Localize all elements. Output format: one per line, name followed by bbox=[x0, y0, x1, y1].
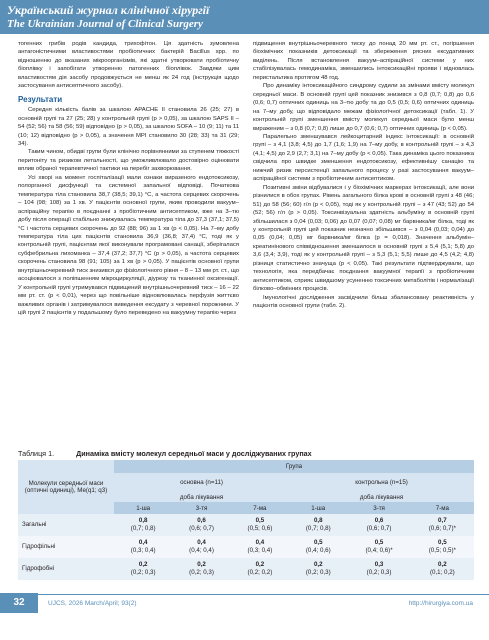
paragraph: Про динаміку інтоксикаційного синдрому судили за змінами вмісту молекул середньої маси. В основній групі цей показник знизився з 0,8 (0,7; 0,8) до 0,6 (0,6; 0,7) оптичних одиниць на 3–тю добу та до 0,5 (0,5; 0,6) оптичних одиниць на 7–му добу, що відповідало межам фізіологічної детоксикації (табл. 1). У контрольній групі зменшення вмісту молекул середньої маси було менш вираженим – з 0,8 (0,7; 0,8) лише до 0,7 (0,6; 0,7) оптичних одиниць (p < 0,05). bbox=[253, 83, 474, 132]
table-cell: 0,6 (0,6; 0,7) bbox=[347, 514, 410, 536]
table-row bbox=[18, 558, 474, 580]
table-cell: 0,6 (0,6; 0,7) bbox=[172, 514, 230, 536]
table-cell: 0,3 (0,2; 0,3) bbox=[347, 558, 410, 580]
article-body bbox=[18, 40, 474, 440]
table-number: Таблиця 1. bbox=[18, 449, 55, 458]
table-day-col: 7-ма bbox=[411, 502, 474, 514]
table-main-group-header: основна (n=11) bbox=[114, 473, 289, 492]
table-cell: 0,2 (0,2; 0,2) bbox=[231, 558, 289, 580]
paragraph: Імунологічні дослідження засвідчили більш збалансовану реактивність у пацієнтів основної групи (табл. 2). bbox=[253, 294, 474, 310]
table-row-header-label: Молекули середньої маси (оптичні одиниці), Me(q1; q3) bbox=[18, 460, 114, 514]
table-cell: 0,4 (0,3; 0,4) bbox=[231, 536, 289, 558]
table-cell: 0,5 (0,4; 0,6) bbox=[289, 536, 347, 558]
table-cell: 0,4 (0,4; 0,4) bbox=[172, 536, 230, 558]
paragraph: Позитивні зміни відбувалися і у біохімічних маркерах інтоксикації, але вони різнилися в обох групах. Рівень загального білка крові в основній групі з 48 (46; 51) до 58 (56; 60) г/л (p < 0,05), тоді як у контрольній групі – з 47 (43; 52) до 54 (52; 56) г/л (p > 0,05). Токсинвізуальна здатність альбуміну в основній групі збільшилася з 0,04 (0,03; 0,06) до 0,07 (0,07; 0,08) мг барвника/мг білка, тоді як у контрольній групі цей показник незначно збільшився – з 0,04 (0,03; 0,04) до 0,05 (0,04; 0,05) мг барвника/мг білка (p = 0,018). Значення альбумін–креатинінового співвідношення зменшилося в основній групі з 5,4 (5,1; 5,8) до 3,6 (3,4; 3,9), тоді як у контрольній групі – з 5,3 (5,1; 5,5) лише до 4,5 (4,2; 4,8) різниця статистично значуща (p < 0,05). Такі результати підтверджували, що технологія, яка передбачає поєднання вакуумної терапії з пробіотичним антисептиком, сприяє швидшому усуненню токсичних метаболітів і нормалізації білково–обмінних процесів. bbox=[253, 184, 474, 293]
table-title: Динаміка вмісту молекул середньої маси у досліджуваних групах bbox=[76, 449, 312, 458]
right-column bbox=[253, 40, 474, 440]
table-control-group-header: контрольна (n=15) bbox=[289, 473, 474, 492]
table-day-col: 7-ма bbox=[231, 502, 289, 514]
table-row-label: Загальні bbox=[18, 514, 114, 536]
table-row-label: Гідрофільні bbox=[18, 536, 114, 558]
table-caption bbox=[18, 449, 312, 458]
journal-title-ua: Український журнал клінічної хірургії bbox=[7, 3, 210, 17]
footer-divider bbox=[0, 594, 489, 595]
table-day-col: 1-ша bbox=[289, 502, 347, 514]
table-cell: 0,2 (0,2; 0,3) bbox=[114, 558, 172, 580]
paragraph: Середня кількість балів за шкалою APACHE II становила 26 (25; 27) в основній групі та 27 (25; 28) у контрольній групі (p > 0,05), за шкалою SAPS II – 54 (52; 56) та 58 (56; 59) відповідно (p > 0,05), за шкалою SOFA – 10 (9; 11) та 11 (10; 12) відповідно (p > 0,05), а значення MPI становило 30 (28; 33) та 31 (29; 34). bbox=[18, 107, 239, 147]
table-group-header: Група bbox=[114, 460, 474, 473]
table-cell: 0,2 (0,1; 0,2) bbox=[411, 558, 474, 580]
page-number: 32 bbox=[0, 593, 38, 613]
table-cell: 0,5 (0,4; 0,6)* bbox=[347, 536, 410, 558]
paragraph: Усі хворі на момент госпіталізації мали ознаки виразеного ендотоксикозу, полорганної дисфункції та системної запальної відповіді. Початкова температура тіла становила 38,7 (38,5; 39,1) °С, а частота серцевих скорочень – 104 (98; 108) за 1 хв. У пацієнтів основної групи, яким проводили вакуум–аспіраційну терапію в поєднанні з пробіотичним антисептиком, вже на 3–тю добу після операції стабільно знижувалась температура тіла до 37,3 (37,1; 37,5) °С і частота серцевих скорочень до 92 (88; 96) за 1 хв (p < 0,05). На 7–му добу температура тіла цих пацієнтів становила 36,9 (36,8; 37,4) °С, тоді як у контрольній групі, пацієнтам якої виконували програмовані санації, зберігалася субфебрильна лихоманка – 37,4 (37,2; 37,7) °С (p > 0,05), а частота серцевих скорочень становила 98 (91; 105) за 1 хв (p > 0,05). У пацієнтів основної групи внутрішньочеревний тиск знизився до фізіологічного рівня – 8 – 13 мм рт. ст., що асоціювалося з поліпшенням мікроциркуляції, діурезу та тканинної оксигенації. У контрольній групі утримувався підвищений внутрішньочеревний тиск – 16 – 22 мм рт. ст. (p < 0,01), через що повільніше відновлювалась перфузія життєво важливих органів і затримувалося виведення ексудату з черевної порожнини. У цій групі 2 пацієнтів у подальшому було переведено на вакуумну терапію через bbox=[18, 174, 239, 317]
left-column bbox=[18, 40, 239, 440]
table-cell: 0,5 (0,5; 0,5)* bbox=[411, 536, 474, 558]
paragraph: підвищення внутрішньочеревного тиску до понад 20 мм рт. ст., погіршення біохімічних показників детоксикації та збереження рясних ексудативних виділень. Після встановлення вакуум–аспіраційної системи у них стабілізувалась гемодинаміка, зменшились інтоксикаційні прояви і відновлась перистальтика протягом 48 год. bbox=[253, 41, 474, 81]
table-cell: 0,5 (0,5; 0,6) bbox=[231, 514, 289, 536]
table-row-label: Гідрофобні bbox=[18, 558, 114, 580]
table-day-col: 3-тя bbox=[347, 502, 410, 514]
data-table bbox=[18, 460, 474, 580]
table-day-col: 1-ша bbox=[114, 502, 172, 514]
paragraph: Паралельно зменшувався лейкоцитарний індекс інтоксикації: в основній групі – з 4,1 (3,8; 4,5) до 1,7 (1,6; 1,9) на 7–му добу, в контрольній групі – з 4,3 (4,1; 4,5) до 2,9 (2,7; 3,1) на 7–му добу (p < 0,05). Така динаміка цього показника свідчила про швидке зменшення ендотоксикозу, ефективнішу санацію та нижчий ризик персистенції запального процесу у разі застосування вакуум–аспіраційної системи з пробіотичним антисептиком. bbox=[253, 133, 474, 183]
table-cell: 0,8 (0,7; 0,8) bbox=[289, 514, 347, 536]
paragraph: тогенних грибів родів кандида, трихофітон. Ця здатність зумовлена антагоністичними властивостями пробіотичних бактерій Bacillus spp. по відношенню до вказаних мікроорганізмів, які здатні утворювати пробіотичну біоплівку і запобігати утворенню патогенних біоплівок. Завдяки цим властивостям дія засобу продовжується не менш як 24 год (інструкція щодо застосування антисептичного засобу). bbox=[18, 41, 239, 90]
journal-title-en: The Ukrainian Journal of Clinical Surgery bbox=[7, 18, 203, 30]
section-heading-results: Результати bbox=[18, 94, 63, 104]
journal-website-link[interactable]: http://hirurgiya.com.ua bbox=[408, 600, 473, 607]
paragraph: Таким чином, обидві групи були клінічно порівнянними за ступенем тяжкості перитоніту та ризиком летальності, що уможливлювало достовірно оцінювати вплив обраної терапевтичної тактики на перебіг захворювання. bbox=[18, 149, 239, 173]
table-cell: 0,7 (0,6; 0,7)* bbox=[411, 514, 474, 536]
journal-header bbox=[0, 0, 489, 34]
table-cell: 0,2 (0,2; 0,3) bbox=[289, 558, 347, 580]
table-day-header: доба лікування bbox=[289, 492, 474, 502]
table-day-col: 3-тя bbox=[172, 502, 230, 514]
table-cell: 0,4 (0,3; 0,4) bbox=[114, 536, 172, 558]
table-cell: 0,2 (0,2; 0,3) bbox=[172, 558, 230, 580]
journal-reference: UJCS, 2026 March/April; 93(2) bbox=[48, 600, 137, 607]
table-cell: 0,8 (0,7; 0,8) bbox=[114, 514, 172, 536]
table-day-header: доба лікування bbox=[114, 492, 289, 502]
table-row bbox=[18, 514, 474, 536]
table-row bbox=[18, 536, 474, 558]
